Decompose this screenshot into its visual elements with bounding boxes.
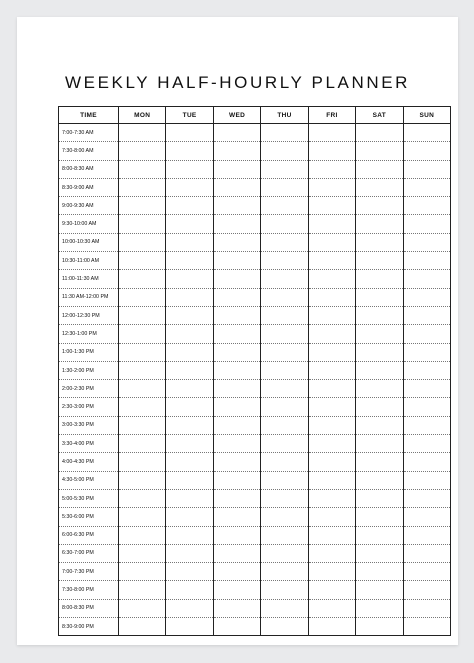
time-slot-row [59,325,451,343]
entry-cell-sat[interactable] [356,233,403,251]
time-slot-label: 12:30-1:00 PM [59,325,119,343]
entry-cell-sun[interactable] [403,160,450,178]
entry-cell-sun[interactable] [403,343,450,361]
entry-cell-fri[interactable] [308,288,355,306]
time-slot-label: 4:00-4:30 PM [59,453,119,471]
header-row [59,107,451,124]
entry-cell-sat[interactable] [356,435,403,453]
entry-cell-sat[interactable] [356,489,403,507]
entry-cell-sat[interactable] [356,581,403,599]
entry-cell-fri[interactable] [308,526,355,544]
entry-cell-tue[interactable] [166,343,213,361]
column-header-thu: THU [261,107,308,124]
entry-cell-tue[interactable] [166,215,213,233]
time-slot-row [59,453,451,471]
entry-cell-thu[interactable] [261,398,308,416]
entry-cell-sat[interactable] [356,306,403,324]
entry-cell-sat[interactable] [356,197,403,215]
entry-cell-thu[interactable] [261,270,308,288]
entry-cell-thu[interactable] [261,435,308,453]
time-slot-label: 7:30-8:00 PM [59,581,119,599]
time-slot-label: 9:30-10:00 AM [59,215,119,233]
entry-cell-mon[interactable] [119,416,166,434]
entry-cell-sun[interactable] [403,453,450,471]
entry-cell-mon[interactable] [119,325,166,343]
column-header-time: TIME [59,107,119,124]
entry-cell-fri[interactable] [308,435,355,453]
entry-cell-mon[interactable] [119,215,166,233]
entry-cell-mon[interactable] [119,361,166,379]
entry-cell-fri[interactable] [308,508,355,526]
entry-cell-fri[interactable] [308,215,355,233]
entry-cell-mon[interactable] [119,563,166,581]
entry-cell-tue[interactable] [166,599,213,617]
entry-cell-sat[interactable] [356,124,403,142]
entry-cell-tue[interactable] [166,581,213,599]
entry-cell-thu[interactable] [261,599,308,617]
time-slot-label: 4:30-5:00 PM [59,471,119,489]
entry-cell-mon[interactable] [119,160,166,178]
entry-cell-mon[interactable] [119,544,166,562]
time-slot-label: 2:00-2:30 PM [59,380,119,398]
entry-cell-sun[interactable] [403,489,450,507]
time-slot-row [59,288,451,306]
entry-cell-fri[interactable] [308,343,355,361]
entry-cell-mon[interactable] [119,306,166,324]
entry-cell-thu[interactable] [261,453,308,471]
entry-cell-tue[interactable] [166,398,213,416]
entry-cell-sun[interactable] [403,215,450,233]
entry-cell-fri[interactable] [308,471,355,489]
entry-cell-thu[interactable] [261,380,308,398]
planner-table [58,106,451,636]
entry-cell-fri[interactable] [308,306,355,324]
entry-cell-sat[interactable] [356,361,403,379]
entry-cell-wed[interactable] [213,618,260,636]
time-slot-row [59,526,451,544]
entry-cell-fri[interactable] [308,398,355,416]
time-slot-row [59,489,451,507]
entry-cell-sun[interactable] [403,306,450,324]
entry-cell-fri[interactable] [308,142,355,160]
entry-cell-mon[interactable] [119,508,166,526]
entry-cell-wed[interactable] [213,233,260,251]
time-slot-row [59,361,451,379]
entry-cell-sun[interactable] [403,142,450,160]
entry-cell-thu[interactable] [261,618,308,636]
entry-cell-thu[interactable] [261,343,308,361]
entry-cell-sun[interactable] [403,124,450,142]
entry-cell-wed[interactable] [213,197,260,215]
entry-cell-sat[interactable] [356,160,403,178]
entry-cell-sun[interactable] [403,288,450,306]
entry-cell-sat[interactable] [356,288,403,306]
time-slot-row [59,563,451,581]
time-slot-label: 9:00-9:30 AM [59,197,119,215]
entry-cell-fri[interactable] [308,233,355,251]
entry-cell-thu[interactable] [261,288,308,306]
entry-cell-sun[interactable] [403,508,450,526]
entry-cell-thu[interactable] [261,325,308,343]
entry-cell-fri[interactable] [308,361,355,379]
time-slot-label: 7:00-7:30 PM [59,563,119,581]
entry-cell-mon[interactable] [119,398,166,416]
entry-cell-mon[interactable] [119,197,166,215]
entry-cell-thu[interactable] [261,544,308,562]
entry-cell-fri[interactable] [308,618,355,636]
entry-cell-tue[interactable] [166,508,213,526]
time-slot-row [59,306,451,324]
entry-cell-sun[interactable] [403,325,450,343]
entry-cell-mon[interactable] [119,124,166,142]
time-slot-row [59,270,451,288]
entry-cell-wed[interactable] [213,489,260,507]
time-slot-row [59,380,451,398]
entry-cell-sat[interactable] [356,618,403,636]
entry-cell-wed[interactable] [213,252,260,270]
entry-cell-sun[interactable] [403,544,450,562]
time-slot-label: 11:00-11:30 AM [59,270,119,288]
entry-cell-sun[interactable] [403,416,450,434]
time-slot-row [59,124,451,142]
entry-cell-tue[interactable] [166,233,213,251]
time-slot-row [59,398,451,416]
entry-cell-wed[interactable] [213,142,260,160]
entry-cell-fri[interactable] [308,489,355,507]
entry-cell-sat[interactable] [356,563,403,581]
entry-cell-wed[interactable] [213,563,260,581]
entry-cell-sat[interactable] [356,325,403,343]
entry-cell-sat[interactable] [356,343,403,361]
entry-cell-sat[interactable] [356,508,403,526]
time-slot-label: 10:00-10:30 AM [59,233,119,251]
time-slot-row [59,197,451,215]
time-slot-label: 8:30-9:00 PM [59,618,119,636]
time-slot-label: 2:30-3:00 PM [59,398,119,416]
entry-cell-mon[interactable] [119,581,166,599]
time-slot-row [59,252,451,270]
entry-cell-wed[interactable] [213,526,260,544]
entry-cell-sat[interactable] [356,471,403,489]
entry-cell-mon[interactable] [119,252,166,270]
entry-cell-wed[interactable] [213,453,260,471]
entry-cell-sun[interactable] [403,599,450,617]
time-slot-row [59,233,451,251]
entry-cell-sat[interactable] [356,544,403,562]
entry-cell-fri[interactable] [308,563,355,581]
column-header-tue: TUE [166,107,213,124]
entry-cell-sat[interactable] [356,270,403,288]
entry-cell-sun[interactable] [403,361,450,379]
entry-cell-tue[interactable] [166,526,213,544]
time-slot-row [59,416,451,434]
entry-cell-wed[interactable] [213,306,260,324]
entry-cell-tue[interactable] [166,380,213,398]
entry-cell-sat[interactable] [356,252,403,270]
entry-cell-sat[interactable] [356,142,403,160]
entry-cell-fri[interactable] [308,581,355,599]
entry-cell-tue[interactable] [166,489,213,507]
column-header-sat: SAT [356,107,403,124]
time-slot-row [59,544,451,562]
entry-cell-thu[interactable] [261,563,308,581]
entry-cell-mon[interactable] [119,288,166,306]
entry-cell-sun[interactable] [403,435,450,453]
time-slot-label: 8:30-9:00 AM [59,178,119,196]
entry-cell-tue[interactable] [166,435,213,453]
column-header-sun: SUN [403,107,450,124]
entry-cell-wed[interactable] [213,325,260,343]
planner-sheet [17,17,458,645]
entry-cell-fri[interactable] [308,416,355,434]
entry-cell-mon[interactable] [119,270,166,288]
entry-cell-sun[interactable] [403,197,450,215]
time-slot-label: 7:30-8:00 AM [59,142,119,160]
entry-cell-wed[interactable] [213,343,260,361]
time-slot-label: 6:30-7:00 PM [59,544,119,562]
time-slot-row [59,142,451,160]
time-slot-label: 10:30-11:00 AM [59,252,119,270]
entry-cell-wed[interactable] [213,178,260,196]
entry-cell-fri[interactable] [308,270,355,288]
entry-cell-sat[interactable] [356,398,403,416]
entry-cell-sun[interactable] [403,398,450,416]
entry-cell-wed[interactable] [213,215,260,233]
time-slot-label: 8:00-8:30 PM [59,599,119,617]
entry-cell-sat[interactable] [356,416,403,434]
entry-cell-sat[interactable] [356,526,403,544]
time-slot-label: 5:00-5:30 PM [59,489,119,507]
entry-cell-thu[interactable] [261,233,308,251]
entry-cell-tue[interactable] [166,124,213,142]
entry-cell-mon[interactable] [119,233,166,251]
column-header-fri: FRI [308,107,355,124]
time-slot-label: 7:00-7:30 AM [59,124,119,142]
entry-cell-sat[interactable] [356,215,403,233]
entry-cell-wed[interactable] [213,124,260,142]
column-header-mon: MON [119,107,166,124]
entry-cell-sun[interactable] [403,252,450,270]
entry-cell-thu[interactable] [261,471,308,489]
entry-cell-wed[interactable] [213,508,260,526]
entry-cell-wed[interactable] [213,380,260,398]
entry-cell-thu[interactable] [261,526,308,544]
entry-cell-thu[interactable] [261,160,308,178]
entry-cell-thu[interactable] [261,178,308,196]
time-slot-row [59,581,451,599]
time-slot-row [59,178,451,196]
time-slot-row [59,343,451,361]
entry-cell-wed[interactable] [213,288,260,306]
time-slot-row [59,599,451,617]
time-slot-label: 3:30-4:00 PM [59,435,119,453]
entry-cell-wed[interactable] [213,160,260,178]
entry-cell-tue[interactable] [166,306,213,324]
entry-cell-wed[interactable] [213,581,260,599]
entry-cell-sun[interactable] [403,526,450,544]
time-slot-row [59,508,451,526]
time-slot-label: 11:30 AM-12:00 PM [59,288,119,306]
entry-cell-sat[interactable] [356,380,403,398]
entry-cell-wed[interactable] [213,361,260,379]
entry-cell-thu[interactable] [261,142,308,160]
entry-cell-wed[interactable] [213,416,260,434]
entry-cell-tue[interactable] [166,270,213,288]
time-slot-row [59,215,451,233]
entry-cell-thu[interactable] [261,124,308,142]
entry-cell-mon[interactable] [119,471,166,489]
entry-cell-thu[interactable] [261,416,308,434]
entry-cell-mon[interactable] [119,618,166,636]
time-slot-row [59,471,451,489]
entry-cell-thu[interactable] [261,252,308,270]
entry-cell-fri[interactable] [308,178,355,196]
entry-cell-thu[interactable] [261,197,308,215]
entry-cell-tue[interactable] [166,252,213,270]
entry-cell-mon[interactable] [119,435,166,453]
time-slot-row [59,618,451,636]
page-title: WEEKLY HALF-HOURLY PLANNER [64,73,411,92]
entry-cell-fri[interactable] [308,325,355,343]
entry-cell-wed[interactable] [213,270,260,288]
entry-cell-sat[interactable] [356,178,403,196]
entry-cell-tue[interactable] [166,544,213,562]
entry-cell-mon[interactable] [119,343,166,361]
entry-cell-sun[interactable] [403,233,450,251]
time-slot-label: 3:00-3:30 PM [59,416,119,434]
entry-cell-tue[interactable] [166,288,213,306]
entry-cell-tue[interactable] [166,563,213,581]
entry-cell-sat[interactable] [356,453,403,471]
entry-cell-mon[interactable] [119,599,166,617]
entry-cell-mon[interactable] [119,178,166,196]
entry-cell-thu[interactable] [261,489,308,507]
time-slot-label: 1:30-2:00 PM [59,361,119,379]
entry-cell-sun[interactable] [403,563,450,581]
column-header-wed: WED [213,107,260,124]
entry-cell-fri[interactable] [308,124,355,142]
entry-cell-mon[interactable] [119,526,166,544]
time-slot-label: 12:00-12:30 PM [59,306,119,324]
entry-cell-tue[interactable] [166,160,213,178]
planner-body [59,124,451,636]
entry-cell-wed[interactable] [213,435,260,453]
time-slot-label: 1:00-1:30 PM [59,343,119,361]
entry-cell-thu[interactable] [261,508,308,526]
entry-cell-sat[interactable] [356,599,403,617]
entry-cell-tue[interactable] [166,178,213,196]
entry-cell-sun[interactable] [403,471,450,489]
entry-cell-tue[interactable] [166,453,213,471]
entry-cell-tue[interactable] [166,142,213,160]
entry-cell-sun[interactable] [403,270,450,288]
entry-cell-tue[interactable] [166,361,213,379]
entry-cell-wed[interactable] [213,398,260,416]
time-slot-label: 5:30-6:00 PM [59,508,119,526]
entry-cell-tue[interactable] [166,197,213,215]
entry-cell-mon[interactable] [119,489,166,507]
entry-cell-wed[interactable] [213,599,260,617]
entry-cell-mon[interactable] [119,142,166,160]
time-slot-label: 6:00-6:30 PM [59,526,119,544]
entry-cell-fri[interactable] [308,252,355,270]
entry-cell-fri[interactable] [308,453,355,471]
time-slot-row [59,160,451,178]
entry-cell-sun[interactable] [403,380,450,398]
entry-cell-fri[interactable] [308,544,355,562]
entry-cell-sun[interactable] [403,618,450,636]
entry-cell-sun[interactable] [403,581,450,599]
time-slot-label: 8:00-8:30 AM [59,160,119,178]
entry-cell-tue[interactable] [166,618,213,636]
entry-cell-thu[interactable] [261,581,308,599]
entry-cell-mon[interactable] [119,380,166,398]
entry-cell-thu[interactable] [261,361,308,379]
entry-cell-tue[interactable] [166,471,213,489]
entry-cell-tue[interactable] [166,325,213,343]
time-slot-row [59,435,451,453]
entry-cell-fri[interactable] [308,380,355,398]
entry-cell-sun[interactable] [403,178,450,196]
entry-cell-fri[interactable] [308,160,355,178]
entry-cell-fri[interactable] [308,599,355,617]
entry-cell-wed[interactable] [213,544,260,562]
entry-cell-thu[interactable] [261,306,308,324]
entry-cell-wed[interactable] [213,471,260,489]
entry-cell-mon[interactable] [119,453,166,471]
entry-cell-tue[interactable] [166,416,213,434]
entry-cell-fri[interactable] [308,197,355,215]
entry-cell-thu[interactable] [261,215,308,233]
